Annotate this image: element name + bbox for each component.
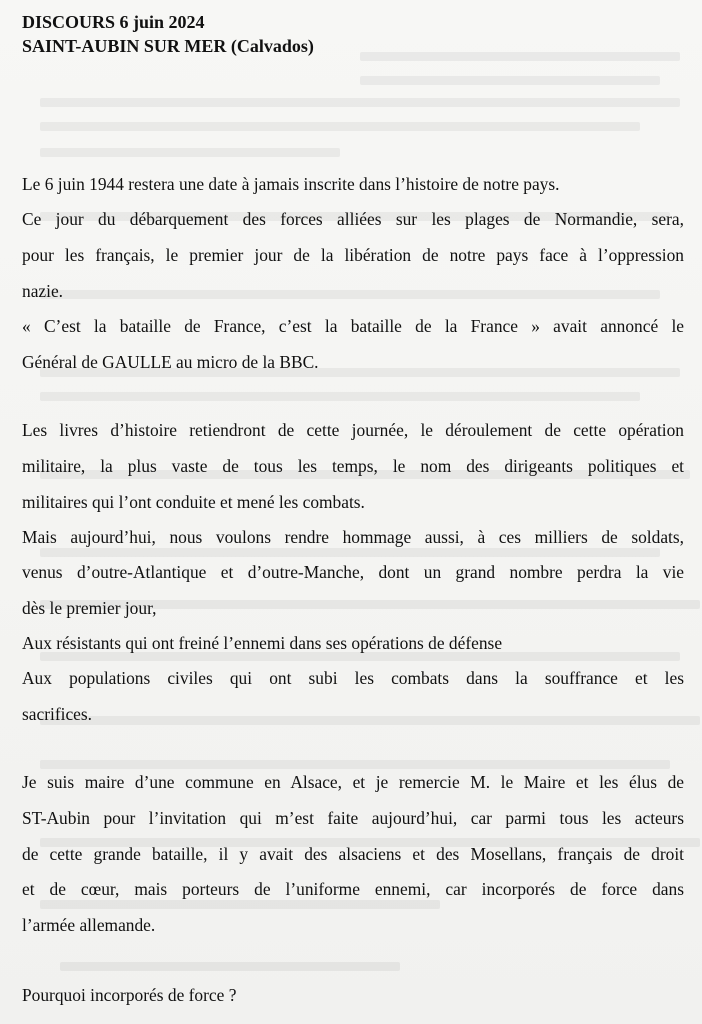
text-line: Pourquoi incorporés de force ? bbox=[22, 985, 237, 1005]
text-line: militaire, la plus vaste de tous les temps, le nom des dirigeants politiques et bbox=[22, 456, 684, 476]
text-line: sacrifices. bbox=[22, 704, 93, 724]
text-line: ST-Aubin pour l’invitation qui m’est faite aujourd’hui, car parmi tous les acteurs bbox=[22, 808, 684, 828]
text-line: nazie. bbox=[22, 281, 64, 301]
text-line: Je suis maire d’une commune en Alsace, et je remercie M. le Maire et les élus de bbox=[22, 772, 684, 792]
text-line: militaires qui l’ont conduite et mené les combats. bbox=[22, 492, 365, 512]
header-location: SAINT-AUBIN SUR MER (Calvados) bbox=[22, 36, 314, 56]
text-line: Mais aujourd’hui, nous voulons rendre hommage aussi, à ces milliers de soldats, bbox=[22, 527, 684, 547]
document-header bbox=[22, 10, 314, 58]
text-line: et de cœur, mais porteurs de l’uniforme ennemi, car incorporés de force dans bbox=[22, 879, 684, 899]
text-line: de cette grande bataille, il y avait des alsaciens et des Mosellans, français de droit bbox=[22, 844, 684, 864]
text-line: « C’est la bataille de France, c’est la bataille de la France » avait annoncé le bbox=[22, 316, 684, 336]
text-line: Aux résistants qui ont freiné l’ennemi dans ses opérations de défense bbox=[22, 633, 503, 653]
text-line: Ce jour du débarquement des forces alliées sur les plages de Normandie, sera, bbox=[22, 209, 684, 229]
text-line: dès le premier jour, bbox=[22, 598, 157, 618]
text-line: Les livres d’histoire retiendront de cette journée, le déroulement de cette opération bbox=[22, 420, 684, 440]
text-line: pour les français, le premier jour de la libération de notre pays face à l’oppression bbox=[22, 245, 684, 265]
text-line: Général de GAULLE au micro de la BBC. bbox=[22, 352, 319, 372]
text-line: venus d’outre-Atlantique et d’outre-Manche, dont un grand nombre perdra la vie bbox=[22, 562, 684, 582]
text-line: l’armée allemande. bbox=[22, 915, 156, 935]
header-title: DISCOURS 6 juin 2024 bbox=[22, 12, 205, 32]
text-line: Aux populations civiles qui ont subi les combats dans la souffrance et les bbox=[22, 668, 684, 688]
text-line: Le 6 juin 1944 restera une date à jamais inscrite dans l’histoire de notre pays. bbox=[22, 174, 560, 194]
